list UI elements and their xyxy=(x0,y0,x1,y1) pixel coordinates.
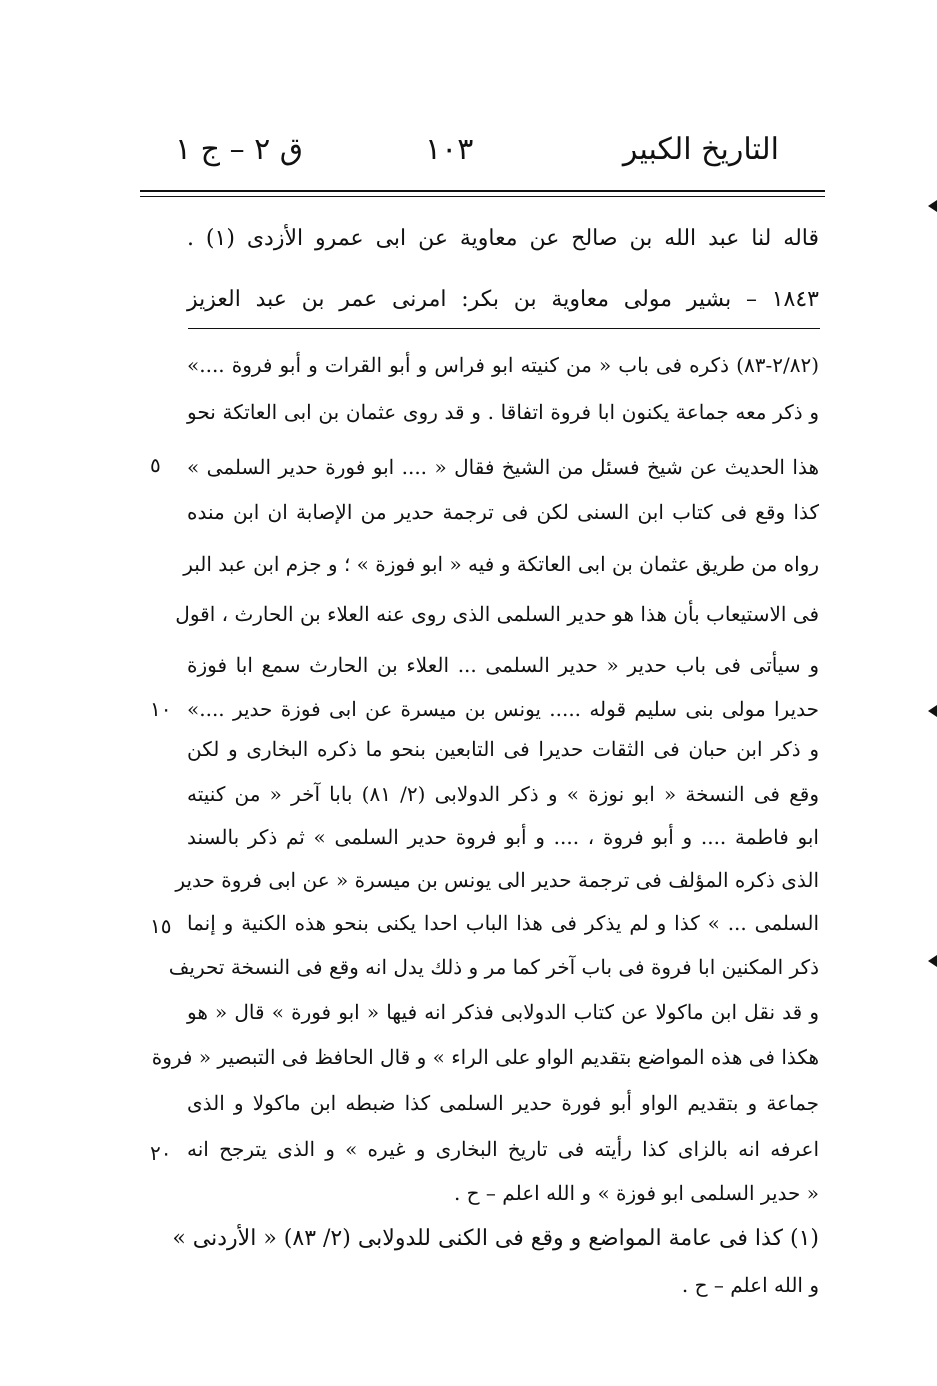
text-line-4: و ذكر معه جماعة يكنون ابا فروة اتفاقا . و قد روى عثمان بن ابى العاتكة نحو xyxy=(187,400,819,424)
margin-mark xyxy=(928,200,937,212)
text-line-16: ذكر المكنين ابا فروة فى باب آخر كما مر و ذلك يدل انه وقع فى النسخة تحريف xyxy=(168,955,819,979)
text-line-1: قاله لنا عبد الله بن صالح عن معاوية عن ابى عمرو الأزدى (١) . xyxy=(187,226,819,251)
text-line-21: « حدير السلمى ابو فوزة » و الله اعلم – ح . xyxy=(453,1181,819,1205)
text-line-11: و ذكر ابن حبان فى الثقات حديرا فى التابعين بنحو ما ذكره البخارى و لكن xyxy=(187,737,819,761)
text-line-15: السلمى ... » كذا و لم يذكر فى هذا الباب احدا يكنى بنحو هذه الكنية و إنما xyxy=(187,911,819,935)
header-rule-thick xyxy=(140,190,825,192)
text-line-7: رواه من طريق عثمان بن ابى العاتكة و فيه « ابو فوزة » ؛ و جزم ابن عبد البر xyxy=(183,552,819,576)
text-line-14: الذى ذكره المؤلف فى ترجمة حدير الى يونس بن ميسرة « عن ابى فروة حدير xyxy=(175,868,819,892)
footnote-line-2: و الله اعلم – ح . xyxy=(681,1273,819,1297)
entry-rule xyxy=(188,328,820,329)
line-number-5: ٥ xyxy=(150,453,161,477)
entry-heading: ١٨٤٣ – بشير مولى معاوية بن بكر: امرنى عمر بن عبد العزيز xyxy=(187,287,819,312)
margin-mark xyxy=(928,705,937,717)
volume-reference: ق ٢ – ج ١ xyxy=(175,132,304,167)
page-number: ١٠٣ xyxy=(425,132,474,167)
text-line-19: جماعة و بتقديم الواو أبو فورة حدير السلمى كذا ضبطه ابن ماكولا و الذى xyxy=(187,1091,819,1115)
text-line-3: (٢/٨٢-٨٣) ذكره فى باب « من كنيته ابو فراس و أبو القرات و أبو فروة ....» xyxy=(187,353,819,377)
text-line-17: و قد نقل ابن ماكولا عن كتاب الدولابى فذكر انه فيها « ابو فورة » قال « هو xyxy=(187,1000,820,1024)
text-line-12: وقع فى النسخة « ابو نوزة » و ذكر الدولابى (٢/ ٨١) بابا آخر « من كنيته xyxy=(187,782,819,806)
text-line-10: حديرا مولى بنى سليم قوله ..... يونس بن ميسرة عن ابى فوزة حدير ....» xyxy=(187,697,819,721)
text-line-18: هكذا فى هذه المواضع بتقديم الواو على الراء » و قال الحافظ فى التبصير « فروة xyxy=(151,1045,819,1069)
text-line-13: ابو فاطمة .... و أبو فروة ، .... و أبو فروة حدير السلمى » ثم ذكر بالسند xyxy=(187,825,819,849)
footnote-line-1: (١) كذا فى عامة المواضع و وقع فى الكنى للدولابى (٢/ ٨٣) « الأردنى » xyxy=(172,1226,819,1251)
line-number-10: ١٠ xyxy=(150,697,172,721)
header-rule-thin xyxy=(140,196,825,197)
text-line-8: فى الاستيعاب بأن هذا هو حدير السلمى الذى روى عنه العلاء بن الحارث ، اقول xyxy=(175,602,819,626)
line-number-15: ١٥ xyxy=(150,914,172,938)
text-line-5: هذا الحديث عن شيخ فسئل من الشيخ فقال « .... ابو فورة حدير السلمى » xyxy=(187,455,820,479)
line-number-20: ٢٠ xyxy=(150,1141,172,1165)
margin-mark xyxy=(928,955,937,967)
text-line-6: كذا وقع فى كتاب ابن السنى لكن فى ترجمة حدير من الإصابة ان ابن منده xyxy=(187,500,819,524)
text-line-20: اعرفه انه بالزاى كذا رأيته فى تاريخ البخارى و غيره » و الذى يترجح انه xyxy=(187,1137,819,1161)
text-line-9: و سيأتى فى باب حدير « حدير السلمى ... العلاء بن الحارث سمع ابا فوزة xyxy=(187,653,819,677)
running-title: التاريخ الكبير xyxy=(622,132,779,167)
